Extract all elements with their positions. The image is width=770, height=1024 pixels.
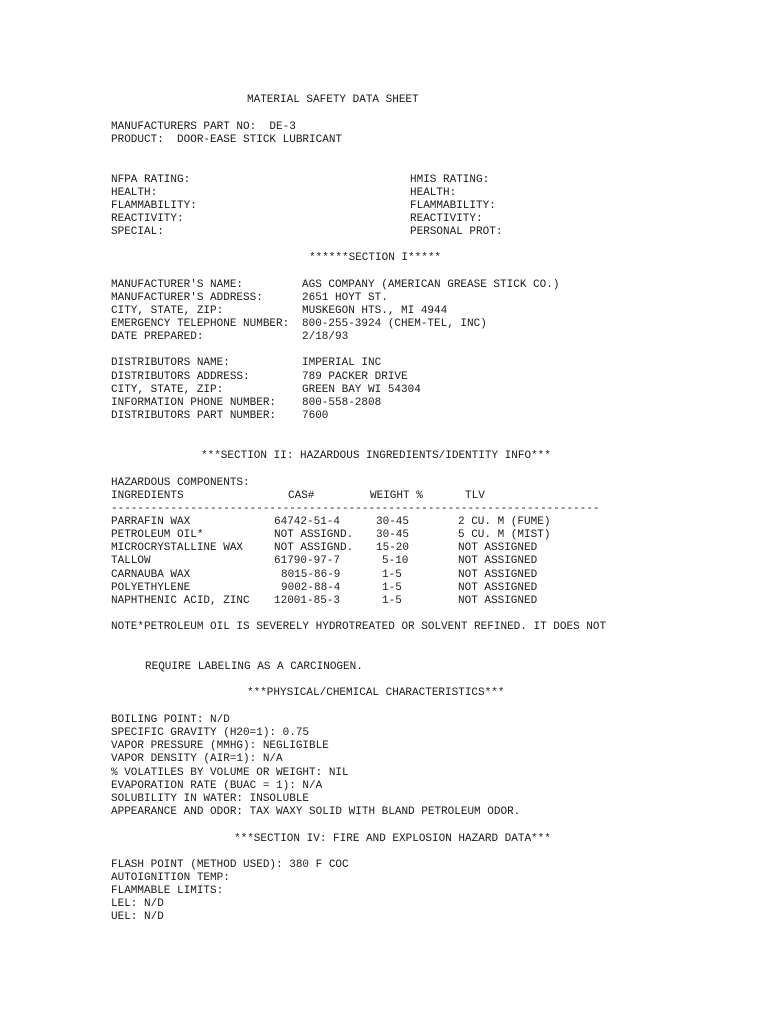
column-header-ingredients: INGREDIENTS	[111, 490, 184, 502]
cas-cell: 8015-86-9	[281, 569, 341, 581]
field-label: MANUFACTURER'S NAME:	[111, 279, 244, 291]
ingredient-cell: TALLOW	[111, 555, 151, 567]
table-divider: --------------------------------------------------------------------------	[111, 503, 600, 515]
column-header-cas: CAS#	[288, 490, 315, 502]
nfpa-flammability-label: FLAMMABILITY:	[111, 200, 197, 212]
property-line: % VOLATILES BY VOLUME OR WEIGHT: NIL	[111, 767, 349, 779]
field-value: AGS COMPANY (AMERICAN GREASE STICK CO.)	[302, 279, 560, 291]
field-label: DISTRIBUTORS NAME:	[111, 357, 230, 369]
nfpa-rating-label: NFPA RATING:	[111, 174, 191, 186]
field-label: DISTRIBUTORS ADDRESS:	[111, 371, 250, 383]
property-line: APPEARANCE AND ODOR: TAX WAXY SOLID WITH BLAND PETROLEUM ODOR.	[111, 806, 521, 818]
nfpa-reactivity-label: REACTIVITY:	[111, 213, 184, 225]
tlv-cell: NOT ASSIGNED	[458, 582, 538, 594]
weight-cell: 1-5	[382, 595, 402, 607]
weight-cell: 5-10	[382, 555, 409, 567]
tlv-cell: 5 CU. M (MIST)	[458, 529, 551, 541]
field-label: CITY, STATE, ZIP:	[111, 305, 224, 317]
tlv-cell: 2 CU. M (FUME)	[458, 516, 551, 528]
section-3-heading: ***PHYSICAL/CHEMICAL CHARACTERISTICS***	[247, 687, 505, 699]
field-label: EMERGENCY TELEPHONE NUMBER:	[111, 318, 290, 330]
hmis-personal-prot-label: PERSONAL PROT:	[410, 226, 503, 238]
weight-cell: 15-20	[376, 542, 410, 554]
field-value: MUSKEGON HTS., MI 4944	[302, 305, 448, 317]
property-line: SPECIFIC GRAVITY (H20=1): 0.75	[111, 727, 310, 739]
weight-cell: 1-5	[382, 582, 402, 594]
weight-cell: 30-45	[376, 516, 410, 528]
petroleum-note: NOTE*PETROLEUM OIL IS SEVERELY HYDROTREATED OR SOLVENT REFINED. IT DOES NOT	[111, 621, 607, 633]
field-label: DISTRIBUTORS PART NUMBER:	[111, 410, 277, 422]
field-value: IMPERIAL INC	[302, 357, 382, 369]
property-line: VAPOR DENSITY (AIR=1): N/A	[111, 753, 283, 765]
field-label: DATE PREPARED:	[111, 331, 204, 343]
field-value: 2651 HOYT ST.	[302, 292, 388, 304]
section-2-heading: ***SECTION II: HAZARDOUS INGREDIENTS/IDENTITY INFO***	[201, 450, 551, 462]
tlv-cell: NOT ASSIGNED	[458, 555, 538, 567]
field-value: GREEN BAY WI 54304	[302, 384, 421, 396]
section-1-heading: ******SECTION I*****	[309, 252, 442, 264]
ingredient-cell: PETROLEUM OIL*	[111, 529, 204, 541]
property-line: EVAPORATION RATE (BUAC = 1): N/A	[111, 780, 323, 792]
field-label: MANUFACTURER'S ADDRESS:	[111, 292, 263, 304]
fire-data-line: AUTOIGNITION TEMP:	[111, 872, 230, 884]
weight-cell: 30-45	[376, 529, 410, 541]
field-value: 800-558-2808	[302, 397, 382, 409]
weight-cell: 1-5	[382, 569, 402, 581]
fire-data-line: FLAMMABLE LIMITS:	[111, 885, 224, 897]
fire-data-line: FLASH POINT (METHOD USED): 380 F COC	[111, 859, 349, 871]
section-4-heading: ***SECTION IV: FIRE AND EXPLOSION HAZARD DATA***	[234, 833, 551, 845]
property-line: SOLUBILITY IN WATER: INSOLUBLE	[111, 793, 310, 805]
cas-cell: NOT ASSIGND.	[274, 542, 354, 554]
petroleum-note-continued: REQUIRE LABELING AS A CARCINOGEN.	[145, 661, 363, 673]
hmis-health-label: HEALTH:	[410, 187, 457, 199]
ingredient-cell: MICROCRYSTALLINE WAX	[111, 542, 244, 554]
hmis-reactivity-label: REACTIVITY:	[410, 213, 483, 225]
hmis-rating-label: HMIS RATING:	[410, 174, 490, 186]
part-number-line: MANUFACTURERS PART NO: DE-3	[111, 121, 296, 133]
column-header-weight: WEIGHT %	[370, 490, 423, 502]
property-line: BOILING POINT: N/D	[111, 714, 230, 726]
nfpa-special-label: SPECIAL:	[111, 226, 164, 238]
tlv-cell: NOT ASSIGNED	[458, 569, 538, 581]
fire-data-line: UEL: N/D	[111, 911, 164, 923]
cas-cell: NOT ASSIGND.	[274, 529, 354, 541]
tlv-cell: NOT ASSIGNED	[458, 595, 538, 607]
ingredient-cell: NAPHTHENIC ACID, ZINC	[111, 595, 250, 607]
hazardous-components-label: HAZARDOUS COMPONENTS:	[111, 477, 250, 489]
field-value: 800-255-3924 (CHEM-TEL, INC)	[302, 318, 487, 330]
field-value: 2/18/93	[302, 331, 349, 343]
cas-cell: 12001-85-3	[274, 595, 341, 607]
column-header-tlv: TLV	[465, 490, 485, 502]
field-value: 7600	[302, 410, 329, 422]
cas-cell: 9002-88-4	[281, 582, 341, 594]
field-value: 789 PACKER DRIVE	[302, 371, 408, 383]
document-title: MATERIAL SAFETY DATA SHEET	[247, 94, 419, 106]
tlv-cell: NOT ASSIGNED	[458, 542, 538, 554]
nfpa-health-label: HEALTH:	[111, 187, 158, 199]
product-line: PRODUCT: DOOR-EASE STICK LUBRICANT	[111, 134, 343, 146]
field-label: INFORMATION PHONE NUMBER:	[111, 397, 277, 409]
ingredient-cell: PARRAFIN WAX	[111, 516, 191, 528]
cas-cell: 61790-97-7	[274, 555, 341, 567]
ingredient-cell: CARNAUBA WAX	[111, 569, 191, 581]
hmis-flammability-label: FLAMMABILITY:	[410, 200, 496, 212]
cas-cell: 64742-51-4	[274, 516, 341, 528]
field-label: CITY, STATE, ZIP:	[111, 384, 224, 396]
ingredient-cell: POLYETHYLENE	[111, 582, 191, 594]
property-line: VAPOR PRESSURE (MMHG): NEGLIGIBLE	[111, 740, 329, 752]
fire-data-line: LEL: N/D	[111, 898, 164, 910]
